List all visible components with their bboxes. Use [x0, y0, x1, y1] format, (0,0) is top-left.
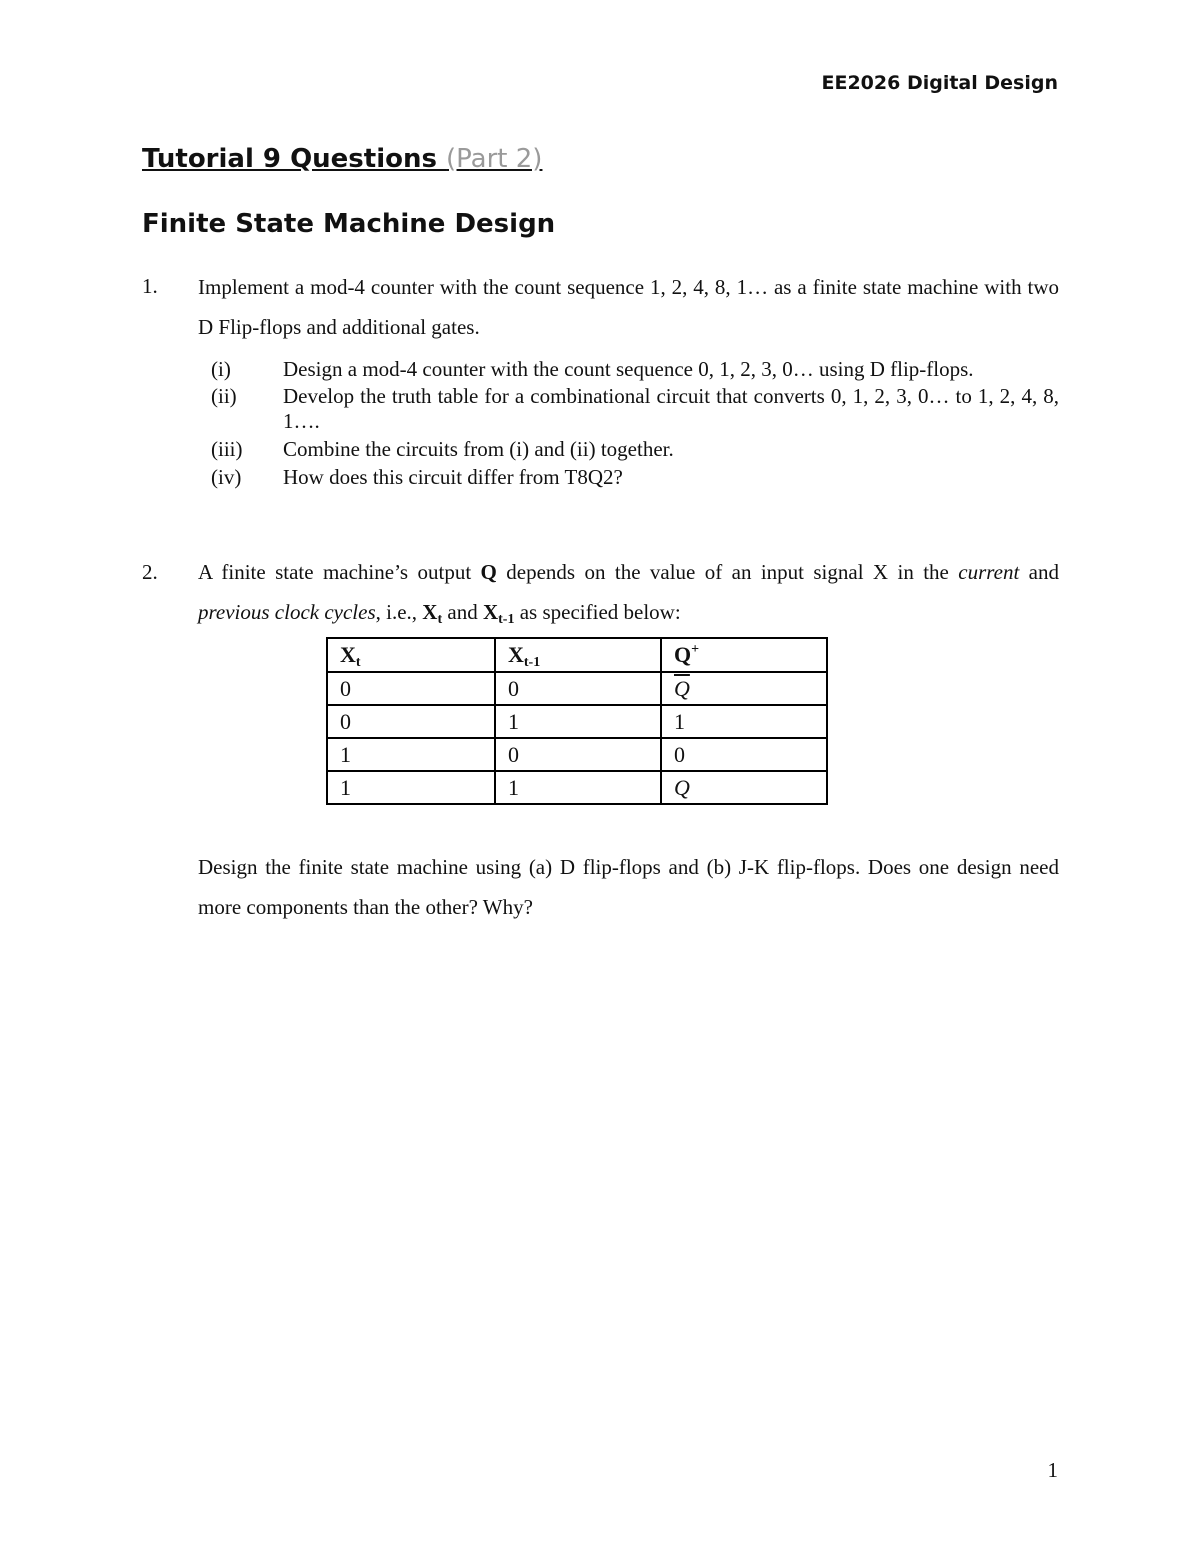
- table-row: [327, 771, 827, 804]
- table-cell: 1: [495, 771, 661, 804]
- q-value: Q: [674, 774, 690, 800]
- table-cell: 0: [661, 738, 827, 771]
- title-main: Tutorial 9 Questions: [142, 144, 447, 174]
- table-cell: 1: [495, 705, 661, 738]
- section-title: Finite State Machine Design: [142, 209, 556, 239]
- subpart-text: How does this circuit differ from T8Q2?: [283, 465, 623, 489]
- subpart-label: (i): [211, 357, 231, 381]
- table-header-row: [327, 638, 827, 672]
- question-2-text: A finite state machine’s output Q depends on the value of an input signal X in the current and previous clock cycles, i.e., $X_t$ and $X_{t-1}$ as specified below:: [198, 560, 1060, 627]
- question-2-followup: Design the finite state machine using (a) D flip-flops and (b) J-K flip-flops. Does one design need more components than the other? Why?: [198, 855, 1059, 919]
- question-2-number: 2.: [142, 560, 158, 584]
- subpart-text: Design a mod-4 counter with the count sequence 0, 1, 2, 3, 0… using D flip-flops.: [283, 357, 974, 381]
- course-header: EE2026 Digital Design: [821, 72, 1058, 94]
- subpart-label: (iv): [211, 465, 242, 489]
- table-cell: 0: [495, 672, 661, 705]
- title-part: (Part 2): [446, 144, 543, 174]
- table-cell: 0: [327, 705, 495, 738]
- table-cell: [661, 771, 827, 804]
- question-1-text: Implement a mod-4 counter with the count sequence 1, 2, 4, 8, 1… as a finite state machine with two D Flip-flops and additional gates.: [198, 275, 1059, 339]
- header-q-plus: Q+: [661, 638, 827, 672]
- page-title: [142, 144, 542, 174]
- subpart-label: (iii): [211, 437, 243, 461]
- page-number: 1: [1047, 1458, 1058, 1482]
- subpart-label: (ii): [211, 384, 237, 408]
- q-bar: $\overline{Q}$: [674, 675, 690, 701]
- table-cell: 1: [327, 738, 495, 771]
- table-cell: 0: [495, 738, 661, 771]
- truth-table: [326, 637, 828, 805]
- table-cell: 1: [661, 705, 827, 738]
- subpart-text: Develop the truth table for a combinational circuit that converts 0, 1, 2, 3, 0… to 1, 2, 4, 8, 1….: [283, 384, 1059, 433]
- table-cell: [661, 672, 827, 705]
- subpart-text: Combine the circuits from (i) and (ii) together.: [283, 437, 674, 461]
- table-row: [327, 672, 827, 705]
- table-cell: 1: [327, 771, 495, 804]
- table-row: [327, 705, 827, 738]
- table-cell: 0: [327, 672, 495, 705]
- question-1-number: 1.: [142, 274, 158, 298]
- table-row: [327, 738, 827, 771]
- header-xt-1: $X_{t-1}$: [495, 638, 661, 672]
- header-xt: $X_t$: [327, 638, 495, 672]
